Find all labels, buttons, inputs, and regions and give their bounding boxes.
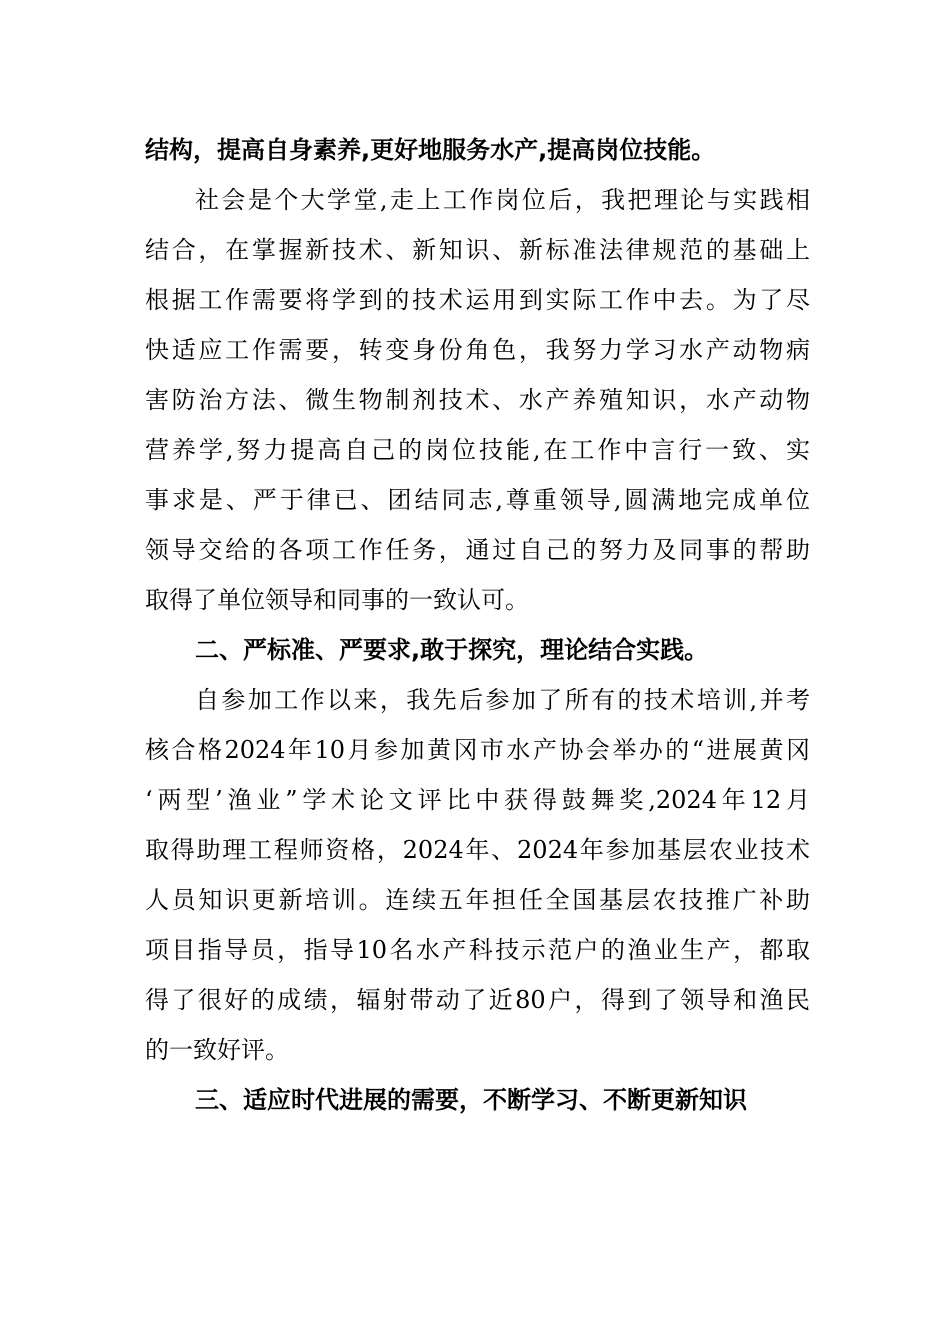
paragraph-line: 领导交给的各项工作任务，通过自己的努力及同事的帮助: [145, 536, 810, 564]
paragraph-line: 害防治方法、微生物制剂技术、水产养殖知识，水产动物: [145, 386, 810, 414]
paragraph-line: 人员知识更新培训。连续五年担任全国基层农技推广补助: [145, 886, 810, 914]
paragraph-line-continuation: 结构，提高自身素养,更好地服务水产,提高岗位技能。: [145, 136, 716, 164]
paragraph-line: 结合，在掌握新技术、新知识、新标准法律规范的基础上: [145, 236, 810, 264]
paragraph-line: 社会是个大学堂,走上工作岗位后，我把理论与实践相: [195, 186, 810, 214]
paragraph-line: 取得助理工程师资格，2024年、2024年参加基层农业技术: [145, 836, 810, 864]
section-heading-2: 二、严标准、严要求,敢于探究，理论结合实践。: [195, 636, 709, 664]
paragraph-line: 自参加工作以来，我先后参加了所有的技术培训,并考: [195, 686, 810, 714]
paragraph-line: 根据工作需要将学到的技术运用到实际工作中去。为了尽: [145, 286, 810, 314]
paragraph-line: 营养学,努力提高自己的岗位技能,在工作中言行一致、实: [145, 436, 810, 464]
paragraph-line: 项目指导员，指导10名水产科技示范户的渔业生产，都取: [145, 936, 810, 964]
section-heading-3: 三、适应时代进展的需要，不断学习、不断更新知识: [195, 1086, 747, 1114]
paragraph-line: ‘两型’渔业”学术论文评比中获得鼓舞奖,2024年12月: [145, 786, 810, 814]
paragraph-line: 事求是、严于律已、团结同志,尊重领导,圆满地完成单位: [145, 486, 810, 514]
paragraph-line: 得了很好的成绩，辐射带动了近80户，得到了领导和渔民: [145, 986, 810, 1014]
paragraph-line: 快适应工作需要，转变身份角色，我努力学习水产动物病: [145, 336, 810, 364]
paragraph-line: 核合格2024年10月参加黄冈市水产协会举办的“进展黄冈: [145, 736, 810, 764]
paragraph-line: 取得了单位领导和同事的一致认可。: [145, 586, 529, 614]
paragraph-line: 的一致好评。: [145, 1036, 289, 1064]
